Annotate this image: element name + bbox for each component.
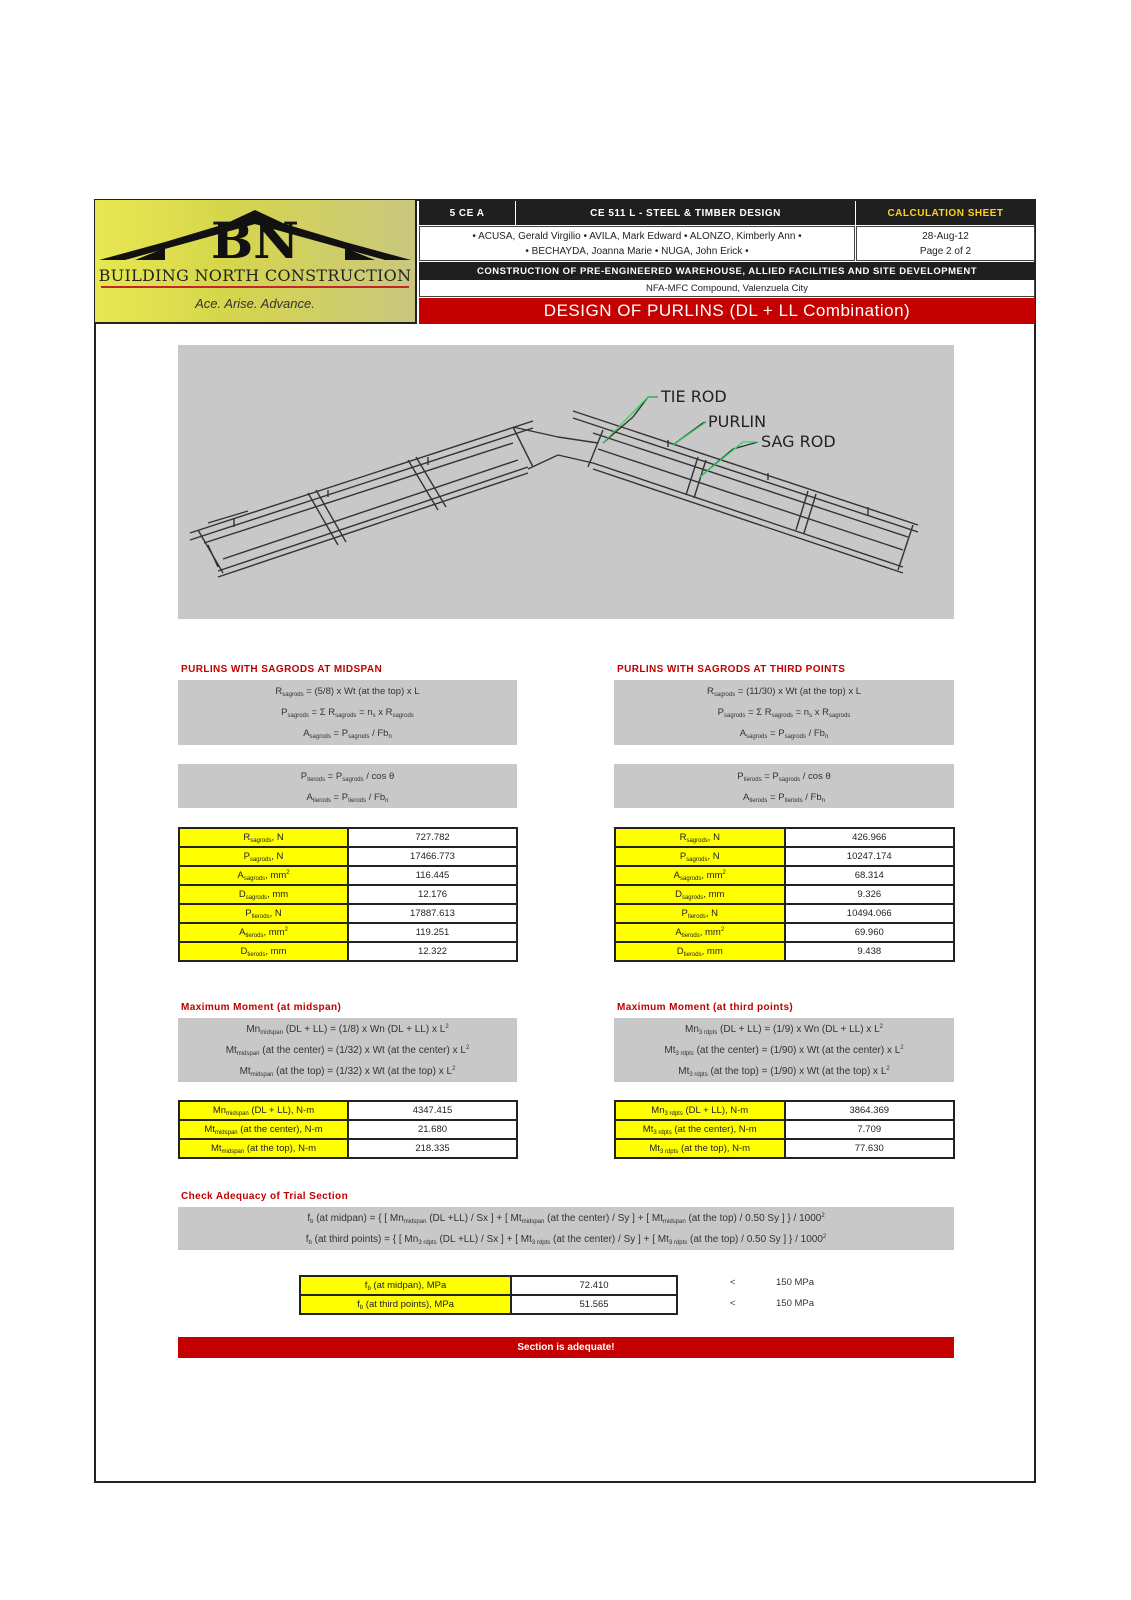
symbol: D xyxy=(675,888,682,900)
subscript: tierods xyxy=(251,913,270,920)
midspan-sagrod-formulas: $R_{sagrods} = (5/8)$ x Wt (at the top) x L $P_{sagrods} = \Sigma$ $R_{sagrods} = n_s$ x $R_{sagrods}$ $A_{sagrods} = P_{sagrods} / Fb_n$ xyxy=(178,680,517,745)
symbol: A xyxy=(237,869,244,881)
midspan-moment-row xyxy=(179,1101,517,1120)
subscript: 3 rdpts xyxy=(664,1110,683,1117)
stress-check-row xyxy=(300,1276,677,1295)
midspan-result-row xyxy=(179,942,517,961)
symbol: P xyxy=(245,907,252,919)
midspan-moment-title: Maximum Moment (at midspan) xyxy=(181,1002,342,1013)
midspan-moment-value: 218.335 xyxy=(348,1139,517,1158)
unit: , N xyxy=(271,831,284,843)
midspan-result-row xyxy=(179,885,517,904)
third-moment-label xyxy=(615,1101,785,1120)
verdict-banner: Section is adequate! xyxy=(178,1337,954,1358)
third-result-row xyxy=(615,828,954,847)
unit: , mm xyxy=(701,869,723,881)
superscript: 2 xyxy=(722,869,726,876)
third-moment-row xyxy=(615,1101,954,1120)
subscript: tierods xyxy=(245,932,264,939)
subscript: 3 rdpts xyxy=(659,1148,679,1155)
midspan-moment-label xyxy=(179,1139,348,1158)
subscript: midspan xyxy=(221,1148,245,1155)
midspan-result-label xyxy=(179,904,348,923)
tie-rod-label: TIE ROD xyxy=(661,387,727,406)
purlin-layout-drawing xyxy=(178,345,954,619)
third-moment-title: Maximum Moment (at third points) xyxy=(617,1002,794,1013)
third-result-label xyxy=(615,904,785,923)
third-moment-row xyxy=(615,1120,954,1139)
third-moment-row xyxy=(615,1139,954,1158)
subscript: tierods xyxy=(687,913,706,920)
subscript: tierods xyxy=(247,951,266,958)
midspan-result-row xyxy=(179,828,517,847)
midspan-result-value: 116.445 xyxy=(348,866,517,885)
roof-purlin-diagram xyxy=(178,345,954,619)
unit: , mm xyxy=(265,869,287,881)
subscript: b xyxy=(359,1304,364,1311)
midspan-result-value: 12.176 xyxy=(348,885,517,904)
midspan-moment-label xyxy=(179,1101,348,1120)
symbol: A xyxy=(239,926,246,938)
subscript: b xyxy=(367,1285,371,1292)
superscript: 2 xyxy=(720,926,725,933)
subscript: sagrods xyxy=(245,894,268,901)
midspan-result-label xyxy=(179,847,348,866)
subscript: sagrods xyxy=(250,837,272,844)
stress-check-value: 72.410 xyxy=(511,1276,677,1295)
third-sagrod-formulas: $R_{sagrods} = (11/30)$ x Wt (at the top) x L $P_{sagrods} = \Sigma$ $R_{sagrods} = n_s$ x $R_{sagrods}$ $A_{sagrods} = P_{sagrods} / Fb_n$ xyxy=(614,680,954,745)
authors xyxy=(419,226,855,261)
symbol: R xyxy=(243,831,251,843)
page-number: Page 2 of 2 xyxy=(919,245,972,257)
subscript: tierods xyxy=(683,951,702,958)
unit: , mm xyxy=(267,888,289,900)
subscript: sagrods xyxy=(686,856,708,863)
section-code: 5 CE A xyxy=(419,201,515,225)
stress-check-row xyxy=(300,1295,677,1314)
symbol: R xyxy=(679,831,687,843)
symbol: Mt xyxy=(204,1123,215,1135)
third-result-row xyxy=(615,885,954,904)
third-moment-formulas: $Mn_{3 rdpts}$ (DL + LL) = (1/9) x Wn (DL + LL) x $L^2$ $Mt_{3 rdpts}$ (at the center) = (1/90) x Wt (at the center) x $L^2$ $Mt_{3 rdpts}$ (at the top) = (1/90) x Wt (at the top) x $L^2$ xyxy=(614,1018,954,1082)
symbol: P xyxy=(243,850,250,862)
midspan-result-value: 17887.613 xyxy=(348,904,517,923)
symbol: Mn xyxy=(212,1104,227,1116)
third-moment-label xyxy=(615,1120,785,1139)
midspan-moment-value: 4347.415 xyxy=(348,1101,517,1120)
third-result-row xyxy=(615,923,954,942)
third-result-value: 68.314 xyxy=(785,866,955,885)
unit: , N xyxy=(705,907,718,919)
midspan-result-row xyxy=(179,847,517,866)
stress-check-desc: (at third points), MPa xyxy=(365,1298,454,1310)
third-result-row xyxy=(615,866,954,885)
symbol: Mt xyxy=(642,1123,654,1135)
third-moment-value: 3864.369 xyxy=(785,1101,955,1120)
unit: , N xyxy=(707,850,720,862)
third-result-label xyxy=(615,847,785,866)
logo-divider xyxy=(101,286,409,288)
unit: , N xyxy=(707,831,720,843)
third-result-label xyxy=(615,885,785,904)
midspan-result-label xyxy=(179,923,348,942)
symbol: A xyxy=(673,869,681,881)
third-moment-label xyxy=(615,1139,785,1158)
midspan-result-label xyxy=(179,885,348,904)
comparison-operator: < xyxy=(730,1277,736,1288)
third-result-value: 426.966 xyxy=(785,828,955,847)
midspan-result-label xyxy=(179,828,348,847)
project-title: CONSTRUCTION OF PRE-ENGINEERED WAREHOUSE, ALLIED FACILITIES AND SITE DEVELOPMENT xyxy=(419,262,1035,280)
third-result-label xyxy=(615,866,785,885)
subscript: sagrods xyxy=(249,856,272,863)
third-result-value: 10247.174 xyxy=(785,847,955,866)
purlin-label: PURLIN xyxy=(708,412,767,431)
symbol: A xyxy=(675,926,682,938)
sag-rod-label: SAG ROD xyxy=(761,432,836,451)
stress-check-label: $f_b$ (at midpan), MPa xyxy=(300,1276,511,1295)
subscript: tierods xyxy=(681,932,700,939)
midspan-result-value: 17466.773 xyxy=(348,847,517,866)
midspan-result-row xyxy=(179,904,517,923)
svg-text:BN: BN xyxy=(211,211,299,266)
bnc-roof-logo-icon xyxy=(95,204,415,266)
stress-check-table xyxy=(299,1275,678,1315)
midspan-result-row xyxy=(179,923,517,942)
authors-line-2: • BECHAYDA, Joanna Marie • NUGA, John Erick • xyxy=(525,245,749,257)
midspan-result-label xyxy=(179,942,348,961)
third-result-row xyxy=(615,942,954,961)
unit: , mm xyxy=(263,926,285,938)
third-moment-value: 77.630 xyxy=(785,1139,955,1158)
subscript: midspan xyxy=(214,1129,238,1136)
course-title: CE 511 L - STEEL & TIMBER DESIGN xyxy=(516,201,855,225)
company-name: BUILDING NORTH CONSTRUCTION xyxy=(98,266,412,285)
subscript: midspan xyxy=(226,1110,249,1117)
allowable-stress: 150 MPa xyxy=(776,1277,815,1288)
symbol: D xyxy=(238,888,246,900)
midspan-results-table xyxy=(178,827,518,962)
midspan-result-value: 12.322 xyxy=(348,942,517,961)
sheet-type: CALCULATION SHEET xyxy=(856,201,1035,225)
project-location: NFA-MFC Compound, Valenzuela City xyxy=(419,280,1035,297)
midspan-moment-value: 21.680 xyxy=(348,1120,517,1139)
description: (DL + LL), N-m xyxy=(685,1104,749,1116)
page-title: DESIGN OF PURLINS (DL + LL Combination) xyxy=(419,298,1035,324)
third-result-value: 9.326 xyxy=(785,885,955,904)
third-tierod-formulas: $P_{tierods} = P_{sagrods} / \cos \theta$ $A_{tierods} = P_{tierods} / Fb_n$ xyxy=(614,764,954,808)
superscript: 2 xyxy=(284,926,288,933)
third-moment-table xyxy=(614,1100,955,1159)
stress-check-desc: (at midpan), MPa xyxy=(373,1279,447,1291)
symbol: D xyxy=(240,945,248,957)
midspan-r-coefficient: (5/8) xyxy=(314,686,335,697)
subscript: sagrods xyxy=(681,894,704,901)
symbol: Mt xyxy=(649,1142,660,1154)
third-result-row xyxy=(615,904,954,923)
third-r-coefficient: (11/30) xyxy=(746,686,776,697)
description: (DL + LL), N-m xyxy=(251,1104,315,1116)
third-result-value: 69.960 xyxy=(785,923,955,942)
comparison-operator: < xyxy=(730,1298,736,1309)
stress-check-label: $f_b$ (at third points), MPa xyxy=(300,1295,511,1314)
subscript: sagrods xyxy=(686,837,708,844)
third-result-row xyxy=(615,847,954,866)
description: (at the top), N-m xyxy=(246,1142,317,1154)
authors-line-1: • ACUSA, Gerald Virgilio • AVILA, Mark Edward • ALONZO, Kimberly Ann • xyxy=(472,230,802,242)
stress-check-value: 51.565 xyxy=(511,1295,677,1314)
symbol: Mt xyxy=(210,1142,222,1154)
midspan-moment-label xyxy=(179,1120,348,1139)
third-result-label xyxy=(615,942,785,961)
description: (at the top), N-m xyxy=(680,1142,751,1154)
third-result-value: 9.438 xyxy=(785,942,955,961)
midspan-result-value: 727.782 xyxy=(348,828,517,847)
description: (at the center), N-m xyxy=(674,1123,757,1135)
subscript: 3 rdpts xyxy=(653,1129,672,1136)
symbol: Mn xyxy=(651,1104,665,1116)
adequacy-formulas: $f_b$ (at midpan) = { [ $Mn_{midspan}$ (DL +LL) / Sx ] + [ $Mt_{midspan}$ (at the center) / Sy ] + [ $Mt_{midspan}$ (at the top) / 0.50 Sy ] } / 1000$^2$ $f_b$ (at third points) = { [ $Mn_{3 rdpts}$ (DL +LL) / Sx ] + [ $Mt_{3 rdpts}$ (at the center) / Sy ] + [ $Mt_{3 rdpts}$ (at the top) / 0.50 Sy ] } / 1000$^2$ xyxy=(178,1207,954,1250)
third-points-section-title: PURLINS WITH SAGRODS AT THIRD POINTS xyxy=(617,664,846,675)
third-result-label xyxy=(615,923,785,942)
symbol: D xyxy=(676,945,684,957)
unit: , N xyxy=(269,907,282,919)
allowable-stress: 150 MPa xyxy=(776,1298,815,1309)
description: (at the center), N-m xyxy=(240,1123,323,1135)
subscript: sagrods xyxy=(680,875,702,882)
superscript: 2 xyxy=(286,869,290,876)
unit: , N xyxy=(271,850,284,862)
midspan-moment-table xyxy=(178,1100,518,1159)
date-page xyxy=(856,226,1035,261)
midspan-tierod-formulas: $P_{tierods} = P_{sagrods} / \cos \theta$ $A_{tierods} = P_{tierods} / Fb_n$ xyxy=(178,764,517,808)
sheet-date: 28-Aug-12 xyxy=(922,230,969,242)
symbol: P xyxy=(679,850,687,862)
midspan-moment-formulas: $Mn_{midspan}$ (DL + LL) = (1/8) x Wn (DL + LL) x $L^2$ $Mt_{midspan}$ (at the center) = (1/32) x Wt (at the center) x $L^2$ $Mt_{midspan}$ (at the top) = (1/32) x Wt (at the top) x $L^2$ xyxy=(178,1018,517,1082)
symbol: P xyxy=(681,907,688,919)
third-moment-value: 7.709 xyxy=(785,1120,955,1139)
company-tagline: Ace. Arise. Advance. xyxy=(195,296,315,311)
midspan-moment-row xyxy=(179,1139,517,1158)
third-result-label xyxy=(615,828,785,847)
unit: , mm xyxy=(265,945,287,957)
midspan-result-value: 119.251 xyxy=(348,923,517,942)
midspan-result-label xyxy=(179,866,348,885)
third-result-value: 10494.066 xyxy=(785,904,955,923)
third-results-table xyxy=(614,827,955,962)
midspan-section-title: PURLINS WITH SAGRODS AT MIDSPAN xyxy=(181,664,383,675)
adequacy-title: Check Adequacy of Trial Section xyxy=(181,1191,349,1202)
unit: , mm xyxy=(703,888,725,900)
midspan-result-row xyxy=(179,866,517,885)
subscript: sagrods xyxy=(243,875,266,882)
midspan-moment-row xyxy=(179,1120,517,1139)
unit: , mm xyxy=(701,945,723,957)
company-logo xyxy=(95,200,417,324)
unit: , mm xyxy=(699,926,721,938)
